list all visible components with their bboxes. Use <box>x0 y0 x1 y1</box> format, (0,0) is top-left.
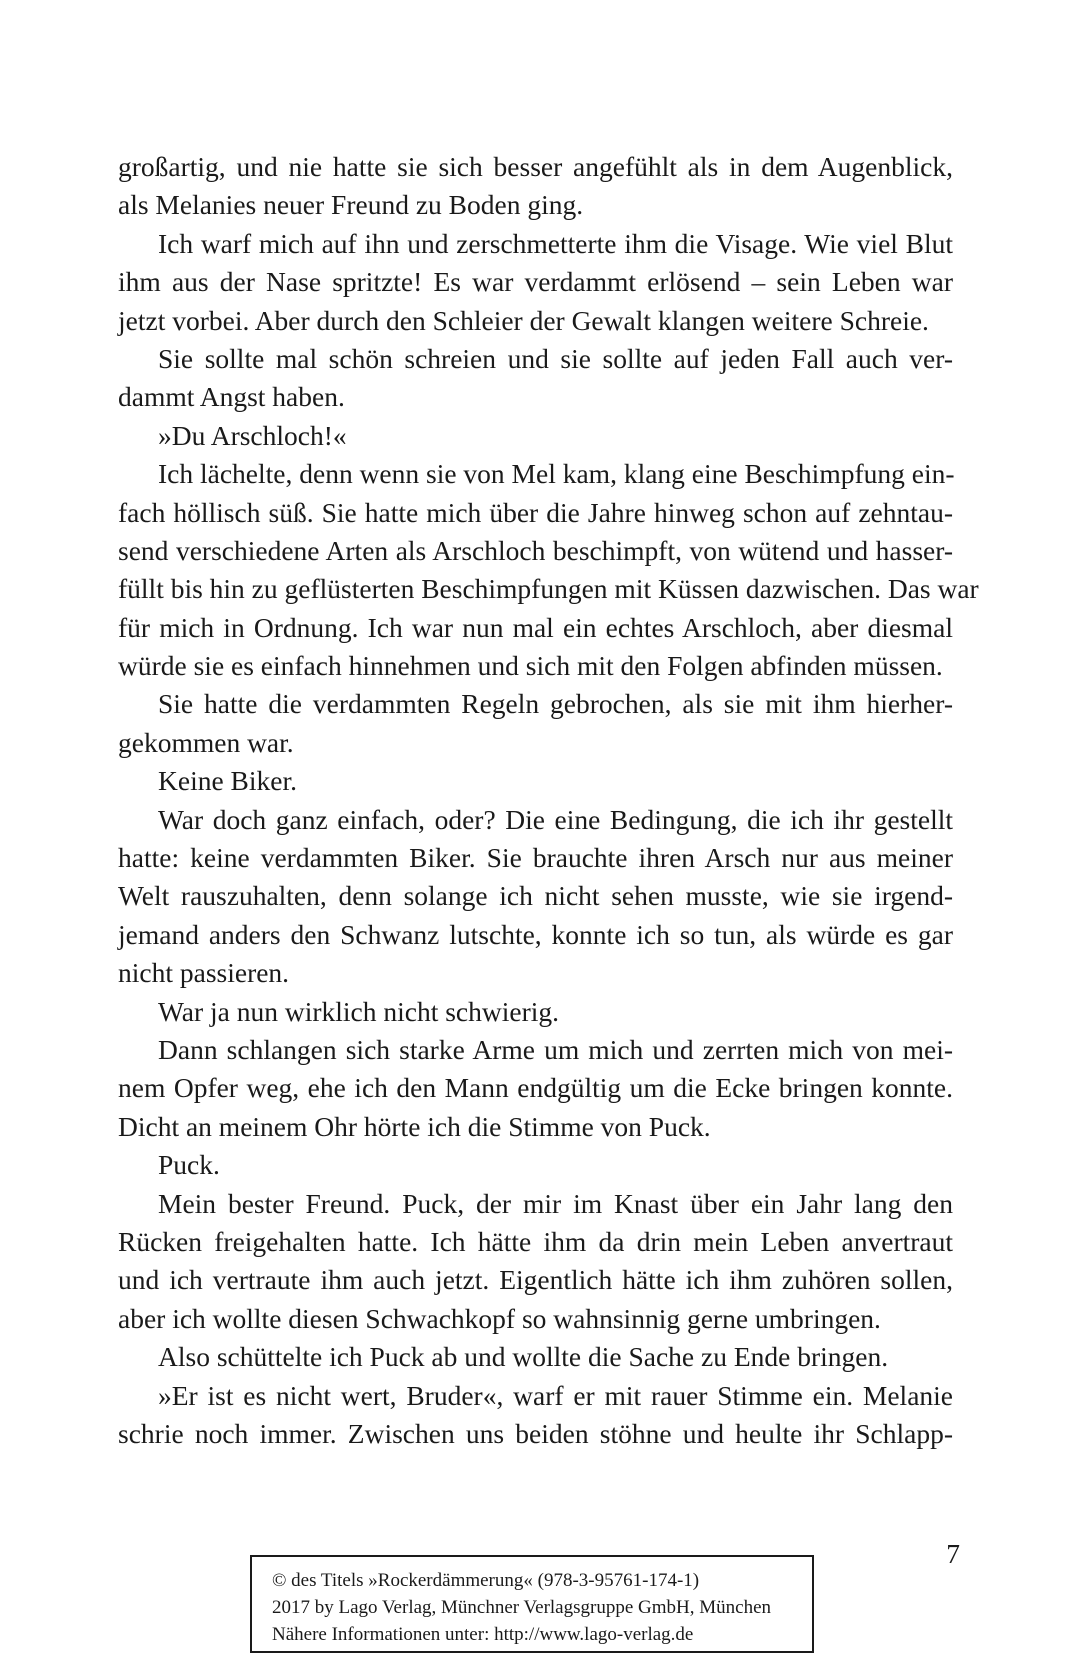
copyright-notice <box>250 1555 814 1653</box>
text-line: nem Opfer weg, ehe ich den Mann endgültig um die Ecke bringen konnte. <box>118 1072 953 1104</box>
text-line: und ich vertraute ihm auch jetzt. Eigentlich hätte ich ihm zuhören sollen, <box>118 1264 953 1296</box>
text-line: Ich warf mich auf ihn und zerschmetterte ihm die Visage. Wie viel Blut <box>158 227 953 259</box>
copyright-title-line: © des Titels »Rockerdämmerung« (978-3-95761-174-1) <box>272 1570 700 1591</box>
text-line: hatte: keine verdammten Biker. Sie brauchte ihren Arsch nur aus meiner <box>118 842 953 874</box>
text-line: Ich lächelte, denn wenn sie von Mel kam, klang eine Beschimpfung ein- <box>158 458 955 490</box>
text-line: Puck. <box>158 1149 220 1181</box>
copyright-info-line: Nähere Informationen unter: http://www.lago-verlag.de <box>272 1624 694 1645</box>
text-line: nicht passieren. <box>118 957 290 989</box>
text-line: füllt bis hin zu geflüsterten Beschimpfungen mit Küssen dazwischen. Das war <box>118 573 979 605</box>
text-line: War ja nun wirklich nicht schwierig. <box>158 995 560 1027</box>
text-line: aber ich wollte diesen Schwachkopf so wahnsinnig gerne umbringen. <box>118 1302 881 1334</box>
text-line: gekommen war. <box>118 726 294 758</box>
text-line: Dicht an meinem Ohr hörte ich die Stimme von Puck. <box>118 1110 711 1142</box>
text-line: schrie noch immer. Zwischen uns beiden stöhne und heulte ihr Schlapp- <box>118 1417 953 1449</box>
text-line: »Du Arschloch!« <box>158 419 347 451</box>
text-line: großartig, und nie hatte sie sich besser angefühlt als in dem Augenblick, <box>118 151 953 182</box>
text-line: War doch ganz einfach, oder? Die eine Bedingung, die ich ihr gestellt <box>158 803 953 835</box>
text-line: für mich in Ordnung. Ich war nun mal ein echtes Arschloch, aber diesmal <box>118 611 953 643</box>
text-line: Dann schlangen sich starke Arme um mich und zerrten mich von mei- <box>158 1033 953 1065</box>
text-line: Sie sollte mal schön schreien und sie sollte auf jeden Fall auch ver- <box>158 342 953 374</box>
text-line: send verschiedene Arten als Arschloch beschimpft, von wütend und hasser- <box>118 534 953 566</box>
text-line: fach höllisch süß. Sie hatte mich über die Jahre hinweg schon auf zehntau- <box>118 496 953 528</box>
text-line: Mein bester Freund. Puck, der mir im Knast über ein Jahr lang den <box>158 1187 953 1219</box>
text-line: ihm aus der Nase spritzte! Es war verdammt erlösend – sein Leben war <box>118 266 953 298</box>
text-line: Rücken freigehalten hatte. Ich hätte ihm da drin mein Leben anvertraut <box>118 1225 953 1257</box>
text-line: jemand anders den Schwanz lutschte, konnte ich so tun, als würde es gar <box>118 918 953 950</box>
text-line: als Melanies neuer Freund zu Boden ging. <box>118 189 584 221</box>
text-line: Also schüttelte ich Puck ab und wollte die Sache zu Ende bringen. <box>158 1341 889 1373</box>
text-line: jetzt vorbei. Aber durch den Schleier der Gewalt klangen weitere Schreie. <box>118 304 929 336</box>
text-line: »Er ist es nicht wert, Bruder«, warf er mit rauer Stimme ein. Melanie <box>158 1379 953 1411</box>
text-line: Welt rauszuhalten, denn solange ich nicht sehen musste, wie sie irgend- <box>118 880 953 912</box>
text-line: Sie hatte die verdammten Regeln gebrochen, als sie mit ihm hierher- <box>158 688 953 720</box>
copyright-publisher-line: 2017 by Lago Verlag, Münchner Verlagsgruppe GmbH, München <box>272 1597 772 1618</box>
text-line: würde sie es einfach hinnehmen und sich mit den Folgen abfinden müssen. <box>118 650 943 682</box>
text-line: Keine Biker. <box>158 765 297 797</box>
page-number: 7 <box>946 1538 960 1569</box>
text-line: dammt Angst haben. <box>118 381 345 413</box>
body-text <box>118 148 979 1453</box>
